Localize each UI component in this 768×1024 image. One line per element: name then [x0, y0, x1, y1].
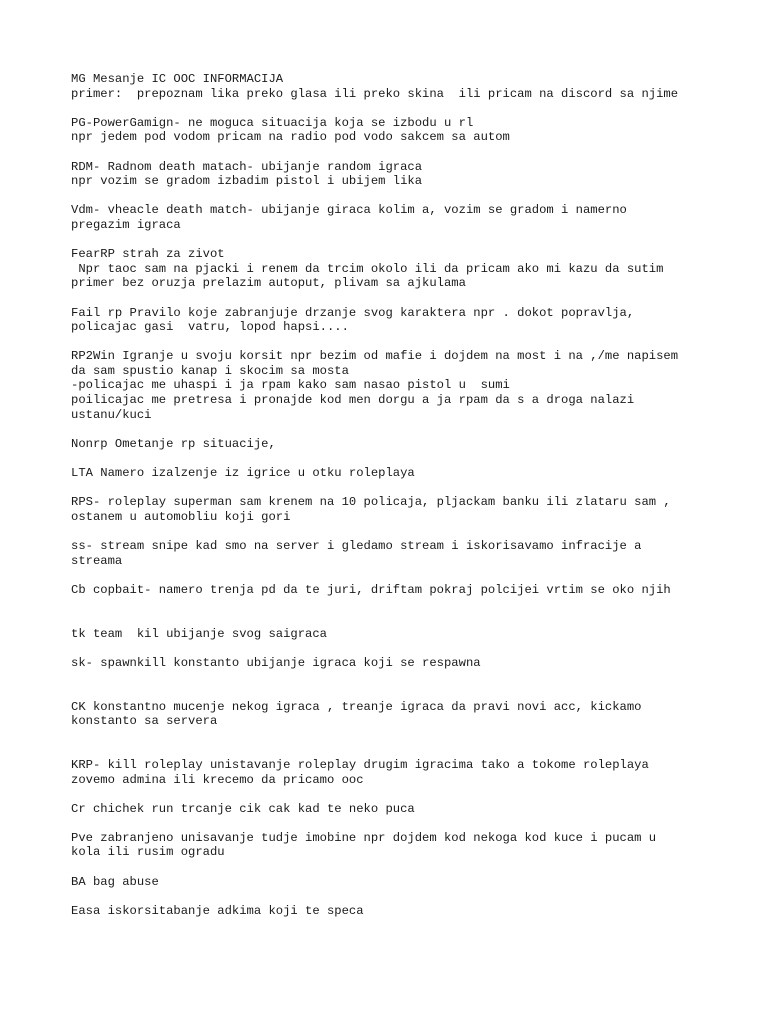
paragraph-spacer — [71, 860, 711, 875]
paragraph — [71, 349, 711, 422]
text-line: Cb copbait- namero trenja pd da te juri, driftam pokraj polcijei vrtim se oko njih — [71, 582, 671, 597]
paragraph-spacer — [71, 816, 711, 831]
text-line: MG Mesanje IC OOC INFORMACIJA — [71, 72, 284, 86]
paragraph — [71, 72, 711, 101]
text-line: Vdm- vheacle death match- ubijanje giraca kolim a, vozim se gradom i namerno — [71, 203, 627, 218]
text-line: ss- stream snipe kad smo na server i gledamo stream i iskorisavamo infracije a — [71, 539, 642, 553]
text-line: LTA Namero izalzenje iz igrice u otku roleplaya — [71, 466, 415, 481]
paragraph — [71, 904, 711, 919]
paragraph-spacer — [71, 729, 711, 758]
paragraph — [71, 466, 711, 481]
text-line: RP2Win Igranje u svoju korsit npr bezim od mafie i dojdem na most i na ,/me napisem — [71, 349, 679, 364]
paragraph — [71, 247, 711, 291]
paragraph-spacer — [71, 291, 711, 306]
paragraph — [71, 802, 711, 817]
text-line: ostanem u automobliu koji gori — [71, 509, 291, 524]
paragraph-spacer — [71, 889, 711, 904]
paragraph — [71, 627, 711, 642]
text-line: npr vozim se gradom izbadim pistol i ubijem lika — [71, 174, 423, 189]
paragraph-spacer — [71, 641, 711, 656]
text-line: pregazim igraca — [71, 217, 181, 232]
paragraph-spacer — [71, 335, 711, 350]
text-line: zovemo admina ili krecemo da pricamo ooc — [71, 772, 364, 787]
text-line: Easa iskorsitabanje adkima koji te speca — [71, 903, 364, 918]
paragraph-spacer — [71, 189, 711, 204]
text-line: da sam spustio kanap i skocim sa mosta — [71, 363, 349, 378]
paragraph — [71, 203, 711, 232]
text-line: FearRP strah za zivot — [71, 247, 225, 262]
paragraph — [71, 495, 711, 524]
text-line: konstanto sa servera — [71, 714, 218, 729]
text-line: BA bag abuse — [71, 874, 159, 889]
text-line: KRP- kill roleplay unistavanje roleplay drugim igracima tako a tokome roleplaya — [71, 757, 649, 772]
text-line: primer bez oruzja prelazim autoput, plivam sa ajkulama — [71, 276, 466, 291]
text-line: Cr chichek run trcanje cik cak kad te neko puca — [71, 801, 415, 816]
text-line: Nonrp Ometanje rp situacije, — [71, 436, 276, 451]
paragraph-spacer — [71, 787, 711, 802]
paragraph-spacer — [71, 101, 711, 116]
text-line: poilicajac me pretresa i pronajde kod men dorgu a ja rpam da s a droga nalazi — [71, 393, 635, 408]
paragraph-spacer — [71, 481, 711, 496]
paragraph — [71, 160, 711, 189]
text-line: RDM- Radnom death matach- ubijanje random igraca — [71, 159, 423, 174]
text-line: RPS- roleplay superman sam krenem na 10 policaja, pljackam banku ili zlataru sam , — [71, 495, 671, 510]
text-line: -policajac me uhaspi i ja rpam kako sam nasao pistol u sumi — [71, 378, 510, 393]
paragraph — [71, 758, 711, 787]
text-line: streama — [71, 553, 123, 568]
paragraph-spacer — [71, 145, 711, 160]
text-line: ustanu/kuci — [71, 407, 152, 422]
paragraph — [71, 700, 711, 729]
text-line: PG-PowerGamign- ne moguca situacija koja se izbodu u rl — [71, 115, 474, 130]
text-line: policajac gasi vatru, lopod hapsi.... — [71, 320, 349, 335]
paragraph-spacer — [71, 670, 711, 699]
paragraph — [71, 437, 711, 452]
text-line: primer: prepoznam lika preko glasa ili preko skina ili pricam na discord sa njime — [71, 86, 679, 101]
paragraph — [71, 539, 711, 568]
paragraph-spacer — [71, 568, 711, 583]
paragraph — [71, 306, 711, 335]
text-line: tk team kil ubijanje svog saigraca — [71, 626, 327, 641]
text-line: Npr taoc sam na pjacki i renem da trcim okolo ili da pricam ako mi kazu da sutim — [71, 261, 664, 276]
paragraph — [71, 656, 711, 671]
paragraph-spacer — [71, 451, 711, 466]
paragraph — [71, 831, 711, 860]
paragraph — [71, 583, 711, 598]
document-page — [71, 72, 711, 918]
paragraph — [71, 116, 711, 145]
text-line: sk- spawnkill konstanto ubijanje igraca koji se respawna — [71, 655, 481, 670]
paragraph-spacer — [71, 524, 711, 539]
text-line: kola ili rusim ogradu — [71, 845, 225, 860]
text-line: CK konstantno mucenje nekog igraca , treanje igraca da pravi novi acc, kickamo — [71, 699, 642, 714]
paragraph-spacer — [71, 597, 711, 626]
text-line: Pve zabranjeno unisavanje tudje imobine npr dojdem kod nekoga kod kuce i pucam u — [71, 830, 657, 845]
text-line: npr jedem pod vodom pricam na radio pod vodo sakcem sa autom — [71, 130, 510, 145]
text-line: Fail rp Pravilo koje zabranjuje drzanje svog karaktera npr . dokot popravlja, — [71, 305, 635, 320]
paragraph-spacer — [71, 233, 711, 248]
paragraph-spacer — [71, 422, 711, 437]
paragraph — [71, 875, 711, 890]
